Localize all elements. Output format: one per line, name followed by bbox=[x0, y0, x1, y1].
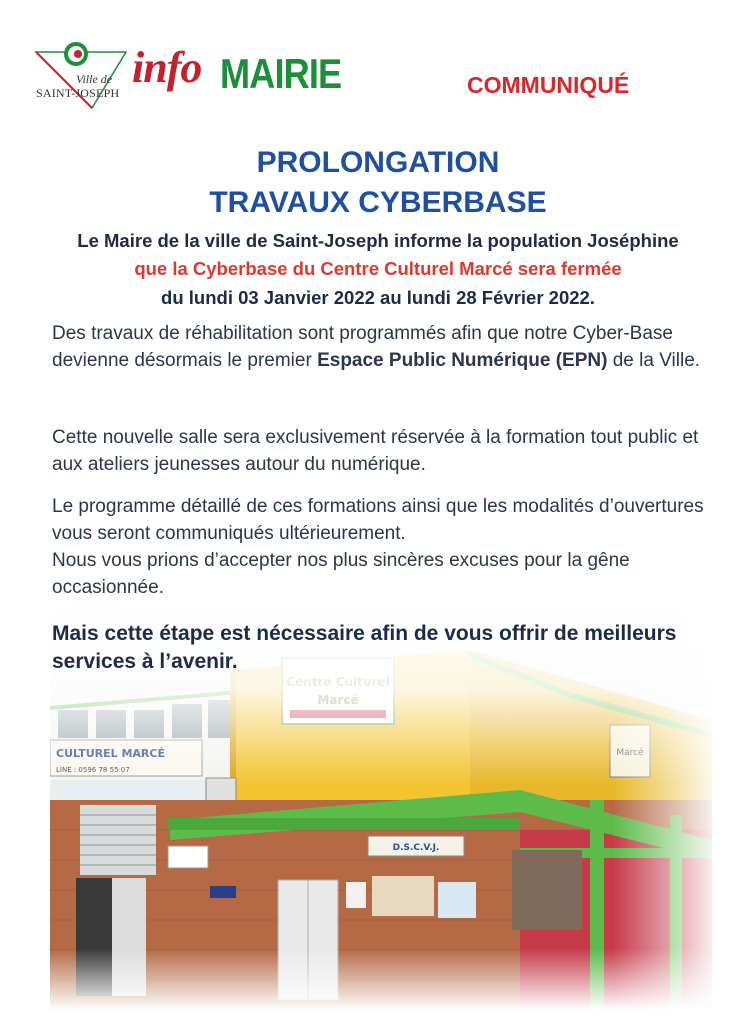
paragraph-2: Cette nouvelle salle sera exclusivement réservée à la formation tout public et aux ateliers jeunesses autour du numérique. bbox=[52, 427, 699, 475]
logo-saint-joseph-text: SAINT-JOSEPH bbox=[36, 86, 120, 100]
infomairie-logo bbox=[34, 36, 342, 114]
paragraph-1 bbox=[52, 320, 722, 374]
paragraph-3 bbox=[52, 493, 722, 601]
title-line-1: PROLONGATION bbox=[256, 146, 500, 179]
logo-mairie-text: MAIRIE bbox=[220, 50, 342, 97]
paragraph-1-c: de la Ville. bbox=[607, 350, 701, 371]
intro-line-3: du lundi 03 Janvier 2022 au lundi 28 Février 2022. bbox=[161, 287, 595, 308]
closing-statement: Mais cette étape est nécessaire afin de vous offrir de meilleurs services à l’avenir. bbox=[52, 622, 677, 673]
intro-line-2: que la Cyberbase du Centre Culturel Marcé sera fermée bbox=[134, 258, 622, 279]
communique-label: COMMUNIQUÉ bbox=[467, 72, 630, 98]
title-line-2: TRAVAUX CYBERBASE bbox=[209, 186, 547, 219]
logo-info-text: info bbox=[132, 43, 202, 92]
paragraph-3-b: Nous vous prions d’accepter nos plus sincères excuses pour la gêne occasionnée. bbox=[52, 550, 630, 598]
paragraph-1-epn: Espace Public Numérique (EPN) bbox=[317, 350, 608, 371]
intro-line-1: Le Maire de la ville de Saint-Joseph informe la population Joséphine bbox=[77, 230, 679, 251]
paragraph-3-a: Le programme détaillé de ces formations ainsi que les modalités d’ouvertures vous seront communiqués ultérieurement. bbox=[52, 496, 704, 544]
paragraph-1-a: Des travaux de réhabilitation sont programmés afin que notre Cyber-Base devienne désormais le premier bbox=[52, 323, 673, 371]
logo-ville-text: Ville de bbox=[76, 72, 113, 86]
